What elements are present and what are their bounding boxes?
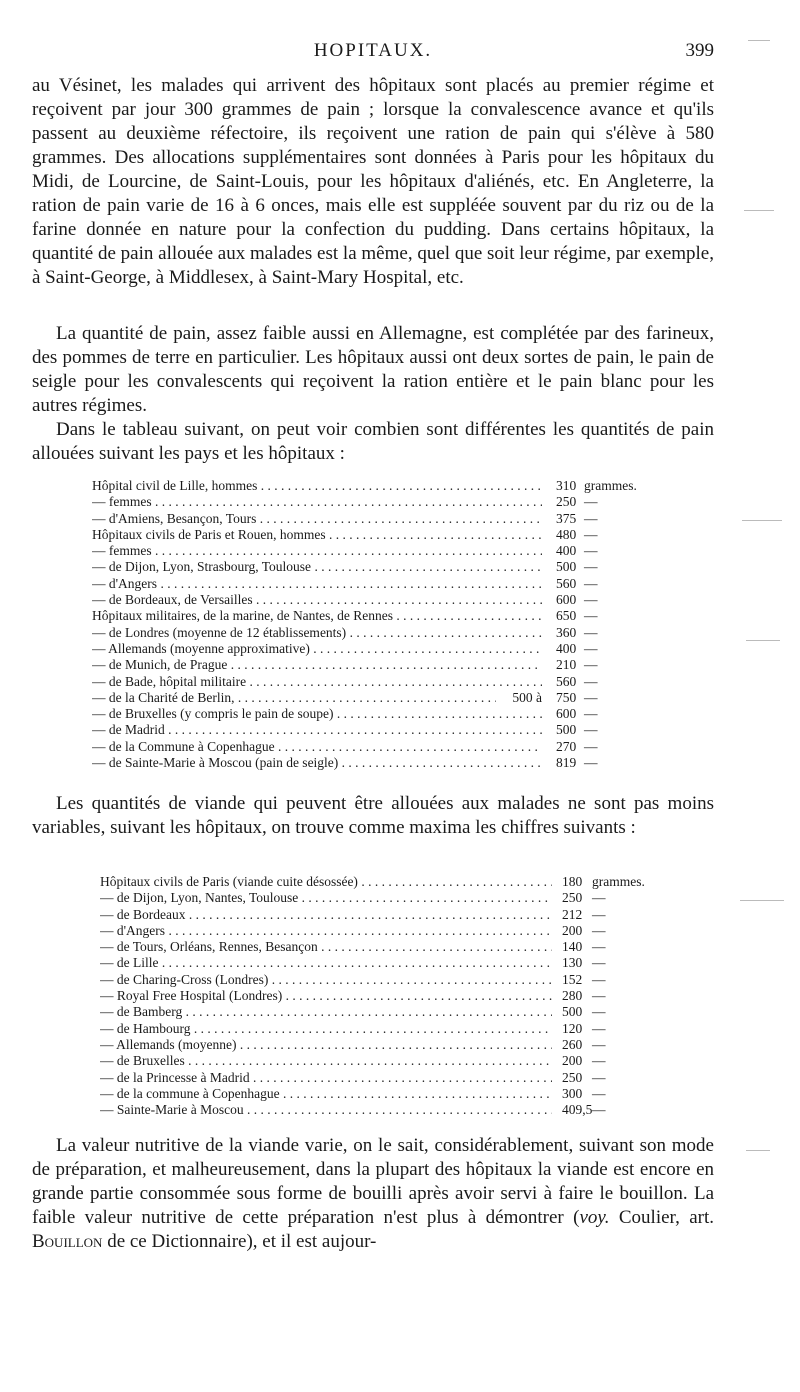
table-row [92, 527, 712, 543]
paragraph-5-bouillon: Bouillon [32, 1231, 103, 1252]
paragraph-5 [32, 1134, 714, 1254]
row-value: 310 [556, 478, 577, 493]
table-row [100, 988, 700, 1004]
bread-ration-table [92, 478, 712, 771]
row-label: — femmes . . . [92, 494, 542, 510]
row-unit: — [592, 939, 606, 955]
row-value: 200 [562, 1053, 583, 1069]
table-row [100, 1004, 700, 1020]
row-value: 819 [556, 755, 577, 771]
row-unit: — [584, 657, 598, 673]
row-unit: — [584, 510, 598, 526]
row-unit: grammes. [592, 874, 645, 889]
row-label: — de Bordeaux, de Versailles . . . [92, 592, 542, 608]
row-label: — Allemands (moyenne approximative) . . . [92, 641, 542, 657]
row-value: 120 [562, 1020, 583, 1036]
table-row [92, 674, 712, 690]
paragraph-3: Dans le tableau suivant, on peut voir combien sont différentes les quantités de pain allouées suivant les pays et les hôpitaux : [32, 419, 714, 464]
table-row [92, 722, 712, 738]
row-label: — de la Princesse à Madrid . . . [100, 1070, 552, 1086]
row-value: 560 [556, 673, 577, 689]
row-unit: — [592, 1004, 606, 1020]
row-unit: — [592, 1053, 606, 1069]
row-unit: — [584, 608, 598, 624]
row-label: — de Charing-Cross (Londres) . . . [100, 972, 552, 988]
row-label: — de Londres (moyenne de 12 établissements) . . . [92, 625, 542, 641]
row-label: — femmes . . . [92, 543, 542, 559]
row-unit: — [592, 955, 606, 971]
row-unit: — [584, 543, 598, 559]
row-label: — Sainte-Marie à Moscou . . . [100, 1102, 552, 1118]
row-unit: — [584, 689, 598, 705]
row-label: — de Sainte-Marie à Moscou (pain de seigle) . . . [92, 755, 542, 771]
table-row [92, 592, 712, 608]
row-label: — de Madrid . . . [92, 722, 542, 738]
table-row [100, 923, 700, 939]
table-row [100, 1070, 700, 1086]
row-unit: — [584, 559, 598, 575]
page-number: 399 [685, 40, 714, 61]
row-label: — de Lille . . . [100, 955, 552, 971]
paragraph-2: La quantité de pain, assez faible aussi en Allemagne, est complétée par des farineux, des pommes de terre en particulier. Les hôpitaux aussi ont deux sortes de pain, le pain de seigle pour les convalescents qui reçoivent la ration entière et le pain blanc pour les autres régimes. [32, 323, 714, 416]
row-value: 210 [556, 657, 577, 673]
row-value: 360 [556, 624, 577, 640]
row-unit: — [592, 1069, 606, 1085]
table-row [92, 576, 712, 592]
row-unit: — [592, 1036, 606, 1052]
row-unit: — [592, 906, 606, 922]
row-value: 200 [562, 922, 583, 938]
header-title: HOPITAUX. [313, 40, 433, 61]
table-row [100, 972, 700, 988]
row-value: 480 [556, 526, 577, 542]
row-value: 400 [556, 640, 577, 656]
row-value: 600 [556, 592, 577, 608]
row-label: — de Bruxelles . . . [100, 1053, 552, 1069]
row-unit: — [592, 1085, 606, 1101]
row-unit: — [584, 706, 598, 722]
row-unit: — [584, 526, 598, 542]
row-label: — de Dijon, Lyon, Strasbourg, Toulouse . . . [92, 559, 542, 575]
row-label: Hôpitaux militaires, de la marine, de Nantes, de Rennes . . . [92, 608, 542, 624]
row-value: 600 [556, 706, 577, 722]
margin-bleed-marks [740, 0, 800, 1392]
row-label: Hôpitaux civils de Paris et Rouen, hommes . . . [92, 527, 542, 543]
paragraph-5-voy: voy. [579, 1207, 610, 1228]
row-value: 375 [556, 510, 577, 526]
table-row [92, 511, 712, 527]
paragraph-1: au Vésinet, les malades qui arrivent des hôpitaux sont placés au premier régime et reçoivent par jour 300 grammes de pain ; lorsque la convalescence avance et qu'ils passent au deuxième réfectoire, ils reçoivent une ration de pain qui s'élève à 580 grammes. Des allocations supplémentaires sont données à Paris pour les hôpitaux du Midi, de Lourcine, de Saint-Louis, pour les hôpitaux d'aliénés, etc. En Angleterre, la ration de pain varie de 16 à 6 onces, mais elle est suppléée souvent par du riz ou de la farine donnée en nature pour la confection du pudding. Dans certains hôpitaux, la quantité de pain allouée aux malades est la même, quel que soit leur régime, par exemple, à Saint-George, à Middlesex, à Saint-Mary Hospital, etc. [32, 75, 714, 288]
table-row [92, 478, 712, 494]
row-value: 130 [562, 955, 583, 971]
row-label: — de la Charité de Berlin, . . . [92, 690, 542, 706]
row-label: — de Tours, Orléans, Rennes, Besançon . . . [100, 939, 552, 955]
row-value: 152 [562, 971, 583, 987]
row-unit: — [584, 494, 598, 510]
table-row [100, 890, 700, 906]
row-value: 409,5 [562, 1102, 593, 1118]
row-value: 500 [556, 559, 577, 575]
row-unit: — [584, 722, 598, 738]
table-row [92, 641, 712, 657]
row-unit: — [584, 738, 598, 754]
row-label: — de la Commune à Copenhague . . . [92, 739, 542, 755]
table-row [100, 1053, 700, 1069]
table-row [100, 1021, 700, 1037]
row-label: — d'Angers . . . [100, 923, 552, 939]
table-row [100, 1102, 700, 1118]
row-unit: — [584, 592, 598, 608]
row-label: — de Munich, de Prague . . . [92, 657, 542, 673]
row-value: 250 [556, 494, 577, 510]
table-row [100, 1037, 700, 1053]
table-row [92, 739, 712, 755]
row-value: 250 [562, 1069, 583, 1085]
row-label: Hôpitaux civils de Paris (viande cuite désossée) . . . [100, 874, 552, 890]
row-unit: — [584, 624, 598, 640]
row-unit: — [584, 755, 598, 771]
paragraph-5-text-b: Coulier, art. [609, 1207, 714, 1228]
row-label: — d'Angers . . . [92, 576, 542, 592]
paragraph-5-text-a: La valeur nutritive de la viande varie, on le sait, considérablement, suivant son mode de préparation, et malheureusement, dans la plupart des hôpitaux la viande est encore en grande partie consommée sous forme de bouilli après avoir servi à faire le bouillon. La faible valeur nutritive de cette préparation n'est plus à démontrer ( [32, 1135, 714, 1228]
table-row [92, 706, 712, 722]
row-value: 500 [562, 1004, 583, 1020]
table-row [100, 955, 700, 971]
row-value: 750 [556, 689, 577, 705]
row-unit: — [584, 575, 598, 591]
row-value: 260 [562, 1036, 583, 1052]
row-value: 560 [556, 575, 577, 591]
table-row [92, 559, 712, 575]
row-label: — d'Amiens, Besançon, Tours . . . [92, 511, 542, 527]
row-value: 400 [556, 543, 577, 559]
row-value: 300 [562, 1085, 583, 1101]
row-unit: — [592, 1102, 606, 1118]
meat-ration-table [100, 874, 700, 1118]
row-label: — de Hambourg . . . [100, 1021, 552, 1037]
paragraph-5-text-c: de ce Dictionnaire), et il est aujour- [102, 1231, 377, 1252]
row-label: — Allemands (moyenne) . . . [100, 1037, 552, 1053]
row-label: — de Bordeaux . . . [100, 907, 552, 923]
row-value: 270 [556, 738, 577, 754]
table-row [92, 657, 712, 673]
row-unit: — [592, 988, 606, 1004]
row-value: 212 [562, 906, 583, 922]
running-header [32, 40, 714, 68]
row-unit: grammes. [584, 478, 637, 493]
table-row [100, 874, 700, 890]
row-label: — de Bamberg . . . [100, 1004, 552, 1020]
row-value: 650 [556, 608, 577, 624]
table-row [92, 625, 712, 641]
row-range-start: 500 à [496, 690, 542, 706]
table-row [100, 907, 700, 923]
row-unit: — [592, 1020, 606, 1036]
row-label: — de la commune à Copenhague . . . [100, 1086, 552, 1102]
row-value: 500 [556, 722, 577, 738]
row-label: Hôpital civil de Lille, hommes . . . [92, 478, 542, 494]
row-label: — de Bruxelles (y compris le pain de soupe) . . . [92, 706, 542, 722]
row-unit: — [592, 922, 606, 938]
row-unit: — [584, 640, 598, 656]
table-row [92, 690, 712, 706]
row-value: 180 [562, 874, 583, 889]
row-label: — Royal Free Hospital (Londres) . . . [100, 988, 552, 1004]
table-row [92, 608, 712, 624]
row-unit: — [592, 890, 606, 906]
row-unit: — [592, 971, 606, 987]
table-row [100, 939, 700, 955]
row-label: — de Dijon, Lyon, Nantes, Toulouse . . . [100, 890, 552, 906]
table-row [92, 543, 712, 559]
row-value: 280 [562, 988, 583, 1004]
paragraph-4: Les quantités de viande qui peuvent être allouées aux malades ne sont pas moins variables, suivant les hôpitaux, on trouve comme maxima les chiffres suivants : [32, 793, 714, 838]
table-row [92, 755, 712, 771]
row-unit: — [584, 673, 598, 689]
table-row [92, 494, 712, 510]
row-value: 250 [562, 890, 583, 906]
row-label: — de Bade, hôpital militaire . . . [92, 674, 542, 690]
row-value: 140 [562, 939, 583, 955]
table-row [100, 1086, 700, 1102]
